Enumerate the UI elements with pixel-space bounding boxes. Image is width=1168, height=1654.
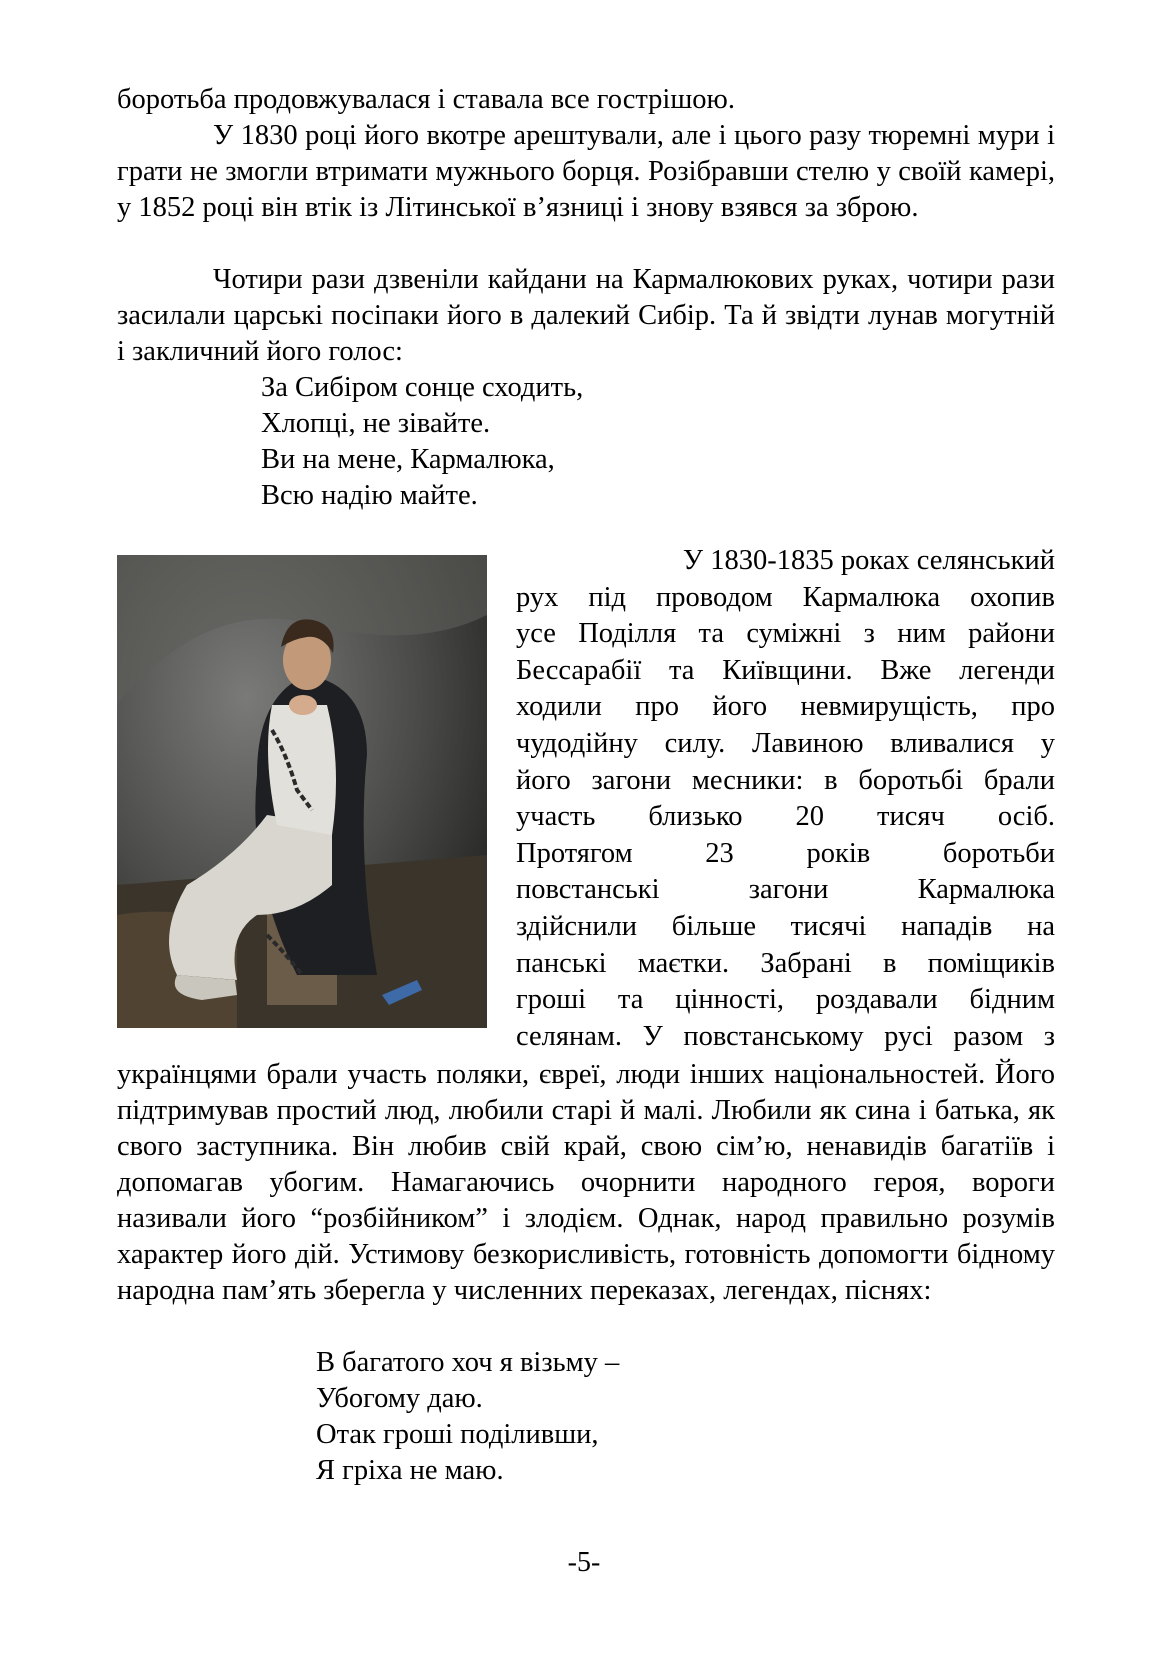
verse-line: Убогому даю. [316,1383,483,1414]
verse-line: В багатого хоч я візьму – [316,1347,620,1378]
text-line: ходили про його невмирущість, про [516,691,1055,723]
page-number: -5- [567,1547,601,1578]
text-line: рух під проводом Кармалюка охопив [516,581,1055,613]
text-line: Бессарабії та Київщини. Вже легенди [516,654,1055,686]
paragraph-continuation: українцями брали участь поляки, євреї, люди інших національностей. Його підтримував простий люд, любили старі й малі. Любили як сина і батька, як свого заступника. Він любив свій край, свою сім’ю, ненавидів багатіїв і допомагав убогим. Намагаючись очорнити народного героя, вороги називали його “розбійником” і злодієм. Однак, народ правильно розумів характер його дій. Устимову безкорисливість, готовність допомогти бідному народна пам’ять зберегла у численних переказах, легендах, піснях: [117,1059,1055,1306]
text-line: усе Поділля та суміжні з ним райони [516,618,1055,650]
text-line: гроші та цінності, роздавали бідним [516,984,1055,1016]
text-line: чудодійну силу. Лавиною вливалися у [516,727,1055,759]
verse-line: Я гріха не маю. [316,1455,504,1486]
verse-line: Хлопці, не зівайте. [261,408,491,439]
text-line: панські маєтки. Забрані в поміщиків [516,947,1055,979]
verse-line: Ви на мене, Кармалюка, [261,444,555,475]
text-line: його загони месники: в боротьбі брали [516,764,1055,796]
text-line: участь близько 20 тисяч осіб. [516,801,1055,833]
text-line: Протягом 23 років боротьби [516,837,1055,869]
verse-rich-poor [316,1345,619,1489]
paragraph-chains: Чотири рази дзвеніли кайдани на Кармалюкових руках, чотири рази засилали царські посіпаки його в далекий Сибір. Та й звідти лунав могутній і закличний його голос: [117,264,1055,367]
karmaliuk-statue-photo [117,555,487,1028]
text-line: повстанські загони Кармалюка [516,874,1055,906]
text-line: селянам. У повстанському русі разом з [516,1020,1055,1052]
photo-image [117,555,487,1028]
verse-line: Всю надію майте. [261,480,478,511]
verse-line: За Сибіром сонце сходить, [261,372,584,403]
verse-siberia [261,370,583,514]
verse-line: Отак гроші поділивши, [316,1419,599,1450]
text-line: здійснили більше тисячі нападів на [516,910,1055,942]
side-paragraph [516,543,1055,1055]
paragraph-arrest-1830: У 1830 році його вкотре арештували, але і цього разу тюремні мури і грати не змогли втримати мужнього борця. Розібравши стелю у своїй камері, у 1852 році він втік із Літинської в’язниці і знову взявся за зброю. [117,120,1055,223]
intro-line: боротьба продовжувалася і ставала все гострішою. [117,84,735,115]
text-line: У 1830-1835 роках селянський [682,545,1055,576]
